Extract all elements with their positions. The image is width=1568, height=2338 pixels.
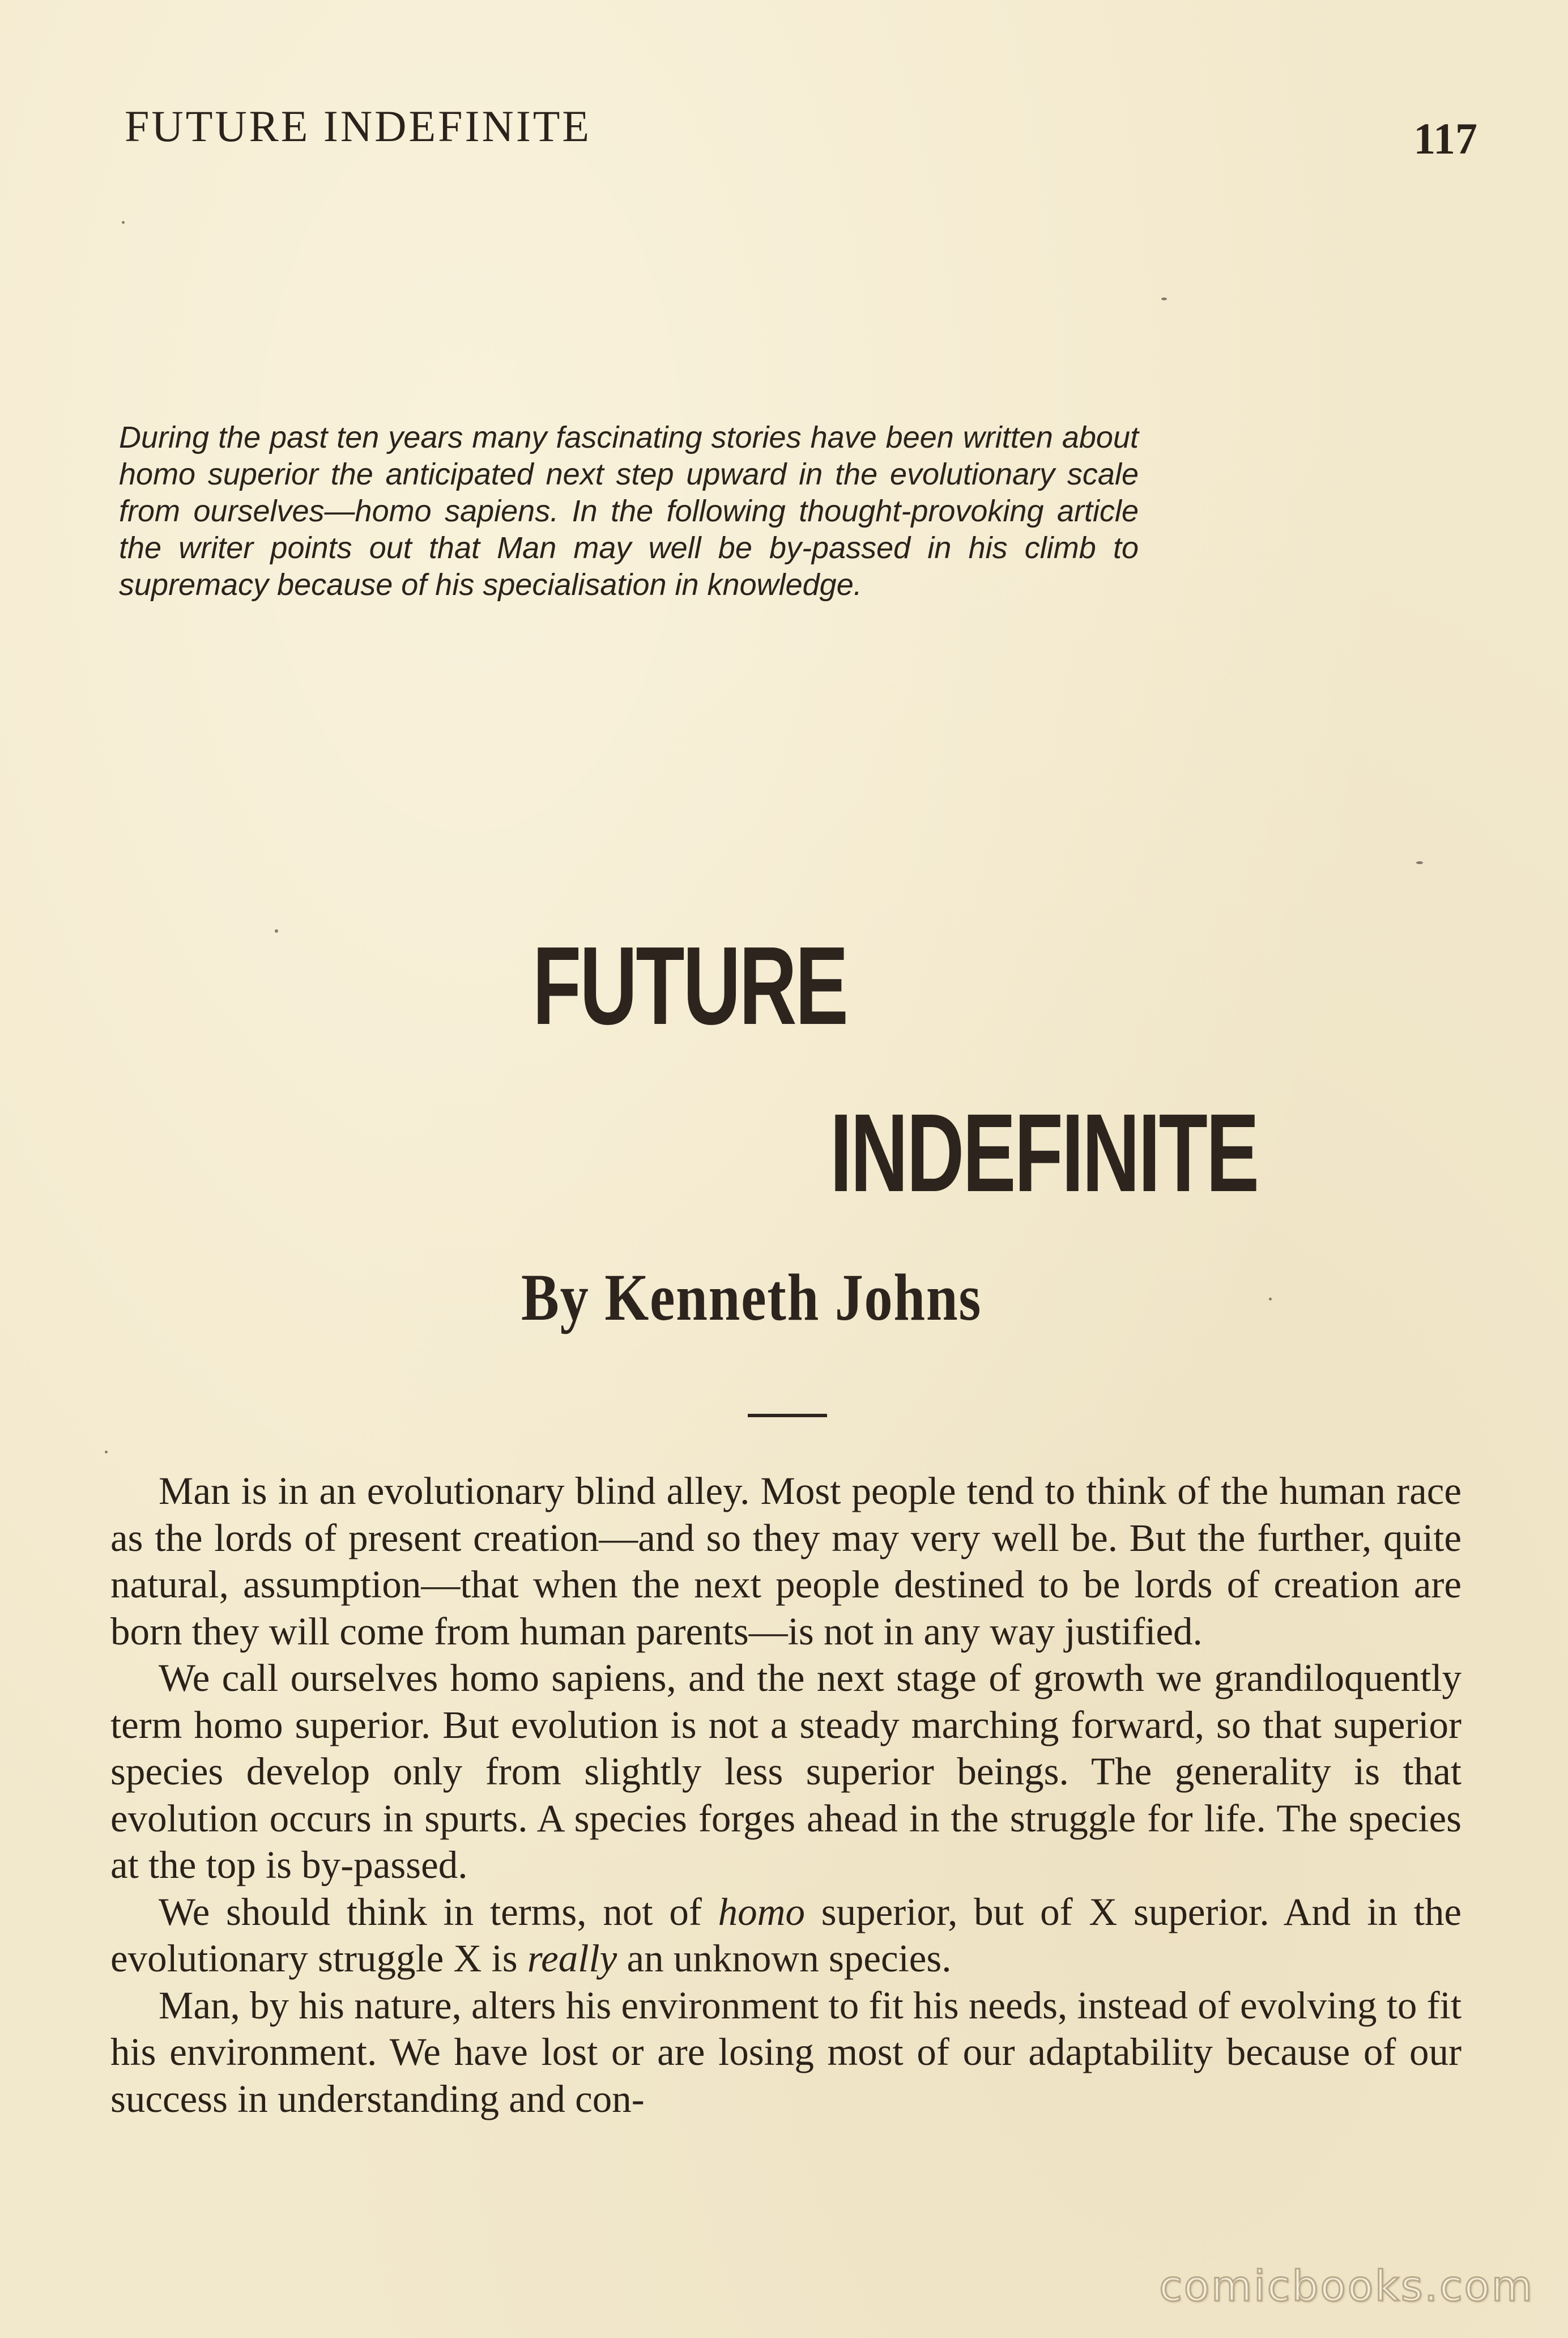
intro-blurb: During the past ten years many fascinating stories have been written about homo superior the anticipated next step upward in the evolutionary scale from ourselves—homo sapiens. In the following thought-provoking article the writer points out that Man may well be by-passed in his climb to supremacy because of his specialisation in knowledge. — [119, 420, 1139, 602]
paper-speck — [1161, 297, 1167, 300]
paper-speck — [105, 1451, 108, 1453]
paper-speck — [122, 221, 125, 224]
page-number: 117 — [1413, 114, 1477, 163]
paper-speck — [275, 929, 278, 933]
paper-speck — [1269, 1298, 1272, 1300]
paragraph-3-text-a: We should think in terms, not of — [159, 1890, 718, 1933]
paragraph-1: Man is in an evolutionary blind alley. Most people tend to think of the human race as the lords of present creation—and so they may very well be. But the further, quite natural, assumption—that when the next people destined to be lords of creation are born they will come from human parents—is not in any way justified. — [110, 1469, 1462, 1653]
paper-speck — [1416, 861, 1423, 864]
paragraph-2: We call ourselves homo sapiens, and the next stage of growth we grandiloquently term homo superior. But evolution is not a steady marching forward, so that superior species develop only from slightly less superior beings. The generality is that evolution occurs in spurts. A species forges ahead in the struggle for life. The species at the top is by-passed. — [110, 1656, 1462, 1886]
paragraph-3-emphasis-really: really — [527, 1937, 617, 1980]
paragraph-4: Man, by his nature, alters his environment to fit his needs, instead of evolving to fit his environment. We have lost or are losing most of our adaptability because of our success in understanding and con- — [110, 1983, 1462, 2120]
article-title-line-1: FUTURE — [532, 924, 847, 1048]
paragraph-3-text-b: superior, but of X superior. And in the evolutionary struggle X is — [110, 1890, 1462, 1980]
running-head-title: FUTURE INDEFINITE — [125, 101, 592, 151]
section-divider — [748, 1414, 827, 1417]
paragraph-3-emphasis-homo: homo — [718, 1890, 805, 1933]
watermark: comicbooks.com — [1159, 2262, 1534, 2311]
article-body — [110, 1468, 1462, 2122]
paragraph-3-text-c: an unknown species. — [617, 1937, 952, 1980]
paragraph-3 — [110, 1889, 1462, 1982]
byline: By Kenneth Johns — [521, 1260, 982, 1334]
article-title-line-2: INDEFINITE — [830, 1091, 1258, 1215]
